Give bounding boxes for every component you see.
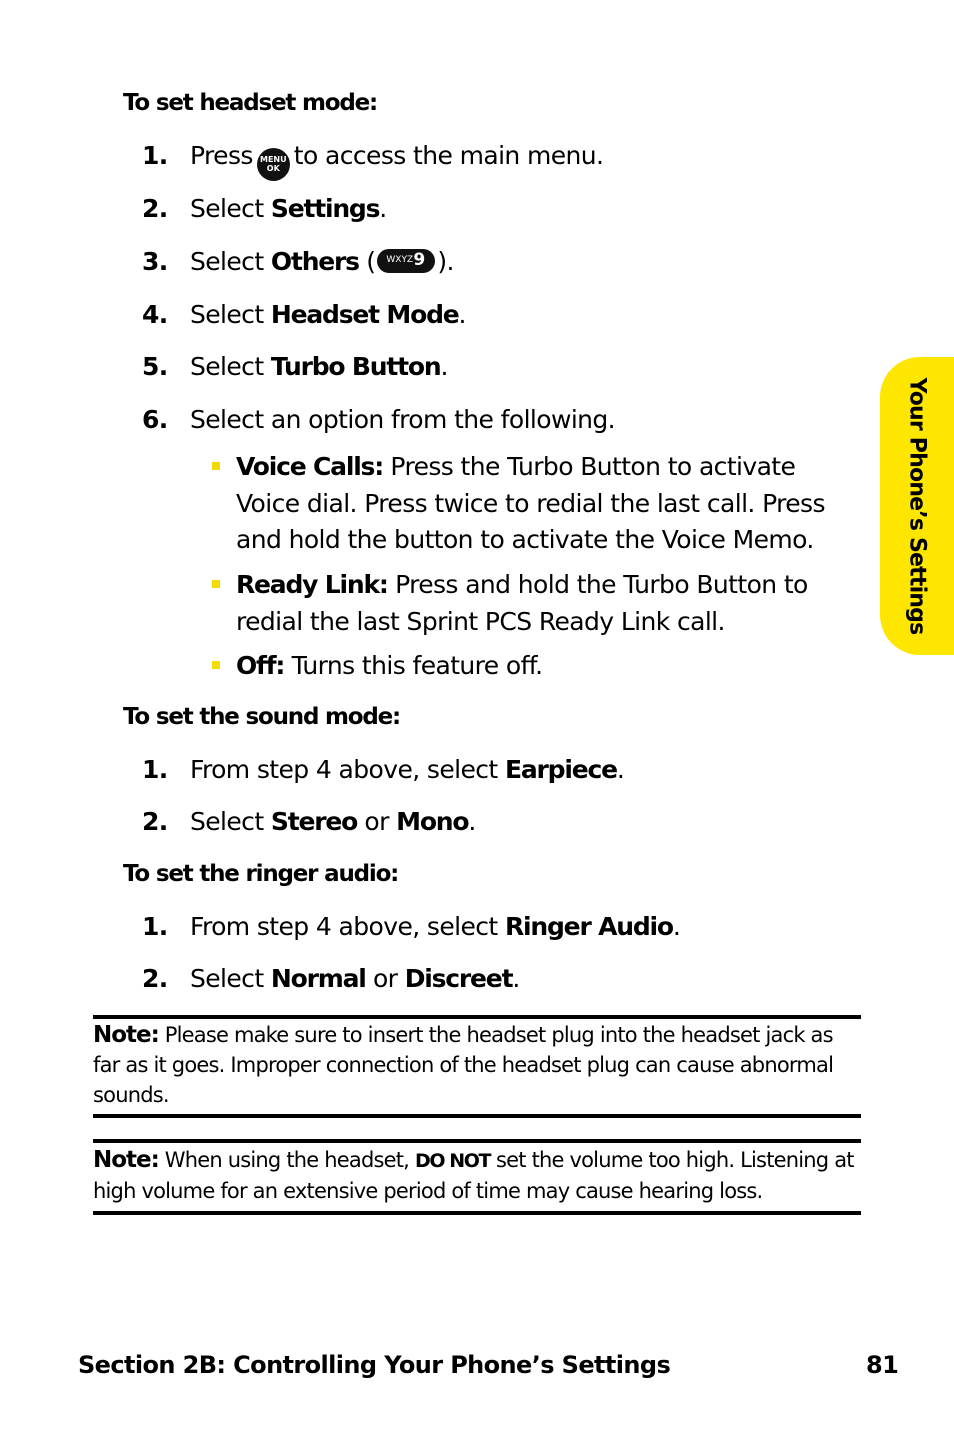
- bullet-icon: [212, 462, 220, 470]
- note-volume: Note: When using the headset, DO NOT set the volume too high. Listening at high volume for an extensive period of time may cause hearing loss.: [93, 1147, 854, 1203]
- step-1: 1. Press MENU OK to access the main menu.: [142, 141, 603, 181]
- note-headset-plug: Note: Please make sure to insert the headset plug into the headset jack as far as it goes. Improper connection of the headset plug can cause abnormal sounds.: [93, 1022, 834, 1107]
- bullet-icon: [212, 580, 220, 588]
- note-rule-top: [93, 1015, 861, 1019]
- menu-ok-key-icon: MENU OK: [257, 148, 290, 181]
- note2-rule-top: [93, 1139, 861, 1143]
- option-voice-calls: Voice Calls: Press the Turbo Button to activate Voice dial. Press twice to redial the last call. Press and hold the button to activate the Voice Memo.: [212, 449, 862, 559]
- step-4: 4. Select Headset Mode.: [142, 300, 466, 329]
- step-6: 6. Select an option from the following.: [142, 405, 616, 434]
- side-tab-label: Your Phone’s Settings: [904, 377, 930, 635]
- footer-section-title: Section 2B: Controlling Your Phone’s Settings: [78, 1351, 671, 1379]
- heading-headset-mode: To set headset mode:: [123, 90, 378, 116]
- side-tab: [880, 357, 954, 655]
- page-number: 81: [866, 1351, 899, 1379]
- option-off: Off: Turns this feature off.: [212, 648, 862, 685]
- heading-ringer-audio: To set the ringer audio:: [123, 861, 399, 887]
- note-rule-bottom: [93, 1114, 861, 1118]
- option-ready-link: Ready Link: Press and hold the Turbo Button to redial the last Sprint PCS Ready Link call.: [212, 567, 862, 640]
- key-9-wxyz-icon: WXYZ 9: [377, 249, 435, 273]
- sound-step-1: 1. From step 4 above, select Earpiece.: [142, 755, 625, 784]
- step-3: 3. Select Others ( WXYZ 9 ).: [142, 247, 454, 276]
- sound-step-2: 2. Select Stereo or Mono.: [142, 807, 476, 836]
- note2-rule-bottom: [93, 1211, 861, 1215]
- step-5: 5. Select Turbo Button.: [142, 352, 448, 381]
- bullet-icon: [212, 661, 220, 669]
- heading-sound-mode: To set the sound mode:: [123, 704, 401, 730]
- ringer-step-2: 2. Select Normal or Discreet.: [142, 964, 520, 993]
- ringer-step-1: 1. From step 4 above, select Ringer Audio.: [142, 912, 681, 941]
- step-2: 2. Select Settings.: [142, 194, 387, 223]
